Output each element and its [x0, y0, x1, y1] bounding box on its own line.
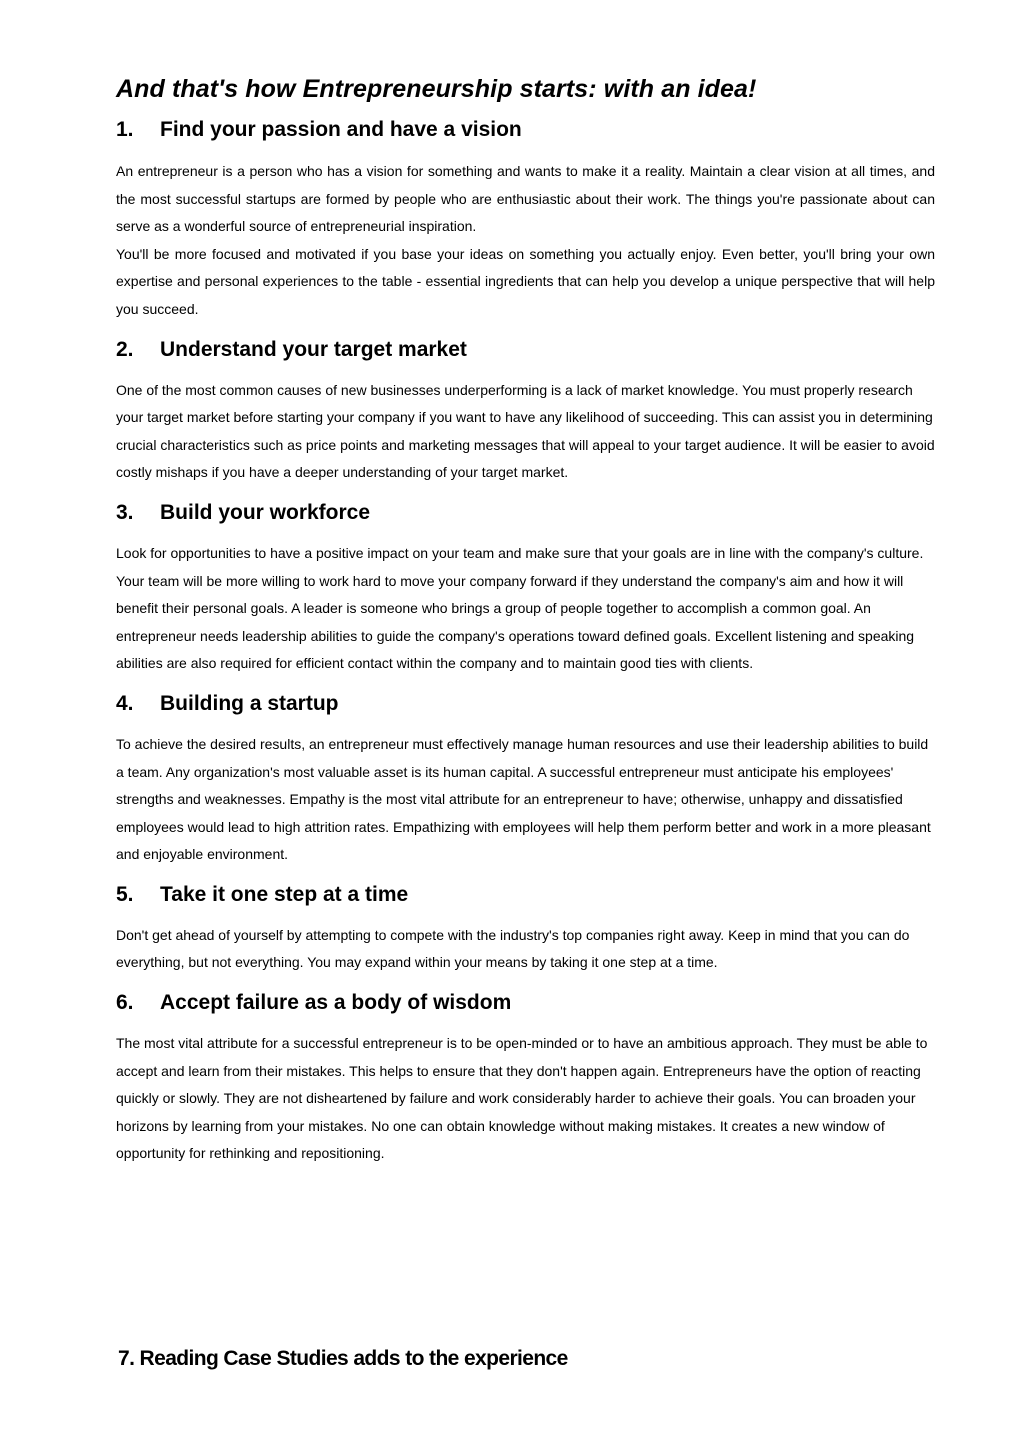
- section-title: Take it one step at a time: [160, 882, 409, 906]
- section-number: 6.: [116, 991, 134, 1015]
- section-number: 3.: [116, 500, 134, 524]
- section-7-heading: 7. Reading Case Studies adds to the experience: [118, 1347, 568, 1370]
- section-title: Build your workforce: [160, 500, 371, 524]
- section-paragraph: You'll be more focused and motivated if you base your ideas on something you actually enjoy. Even better, you'll bring your own expertise and personal experiences to the table - essential ingredients that can help you develop a unique perspective that will help you succeed.: [116, 245, 935, 317]
- section-heading: [116, 989, 935, 1017]
- section-title: Building a startup: [160, 691, 339, 715]
- section-heading: [116, 881, 935, 909]
- section-4: [116, 690, 935, 869]
- section-paragraph: To achieve the desired results, an entrepreneur must effectively manage human resources and use their leadership abilities to build a team. Any organization's most valuable asset is its human capital. A successful entrepreneur must anticipate his employees' strengths and weaknesses. Empathy is the most vital attribute for an entrepreneur to have; otherwise, unhappy and dissatisfied employees would lead to high attrition rates. Empathizing with employees will help them perform better and work in a more pleasant and enjoyable environment.: [116, 735, 931, 863]
- section-2: [116, 336, 935, 487]
- section-title: Accept failure as a body of wisdom: [160, 991, 512, 1015]
- section-heading: [116, 336, 935, 364]
- page-title: And that's how Entrepreneurship starts: with an idea!: [116, 75, 757, 103]
- section-1: [116, 116, 935, 324]
- section-paragraph: An entrepreneur is a person who has a vision for something and wants to make it a reality. Maintain a clear vision at all times, and the most successful startups are formed by people who are enthusiastic about their work. The things you're passionate about can serve as a wonderful source of entrepreneurial inspiration.: [116, 163, 935, 235]
- section-heading: [116, 499, 935, 527]
- section-heading: [116, 116, 935, 144]
- section-title: Find your passion and have a vision: [160, 118, 522, 141]
- section-number: 4.: [116, 691, 134, 715]
- section-paragraph: Don't get ahead of yourself by attempting to compete with the industry's top companies right away. Keep in mind that you can do everything, but not everything. You may expand within your means by taking it one step at a time.: [116, 926, 910, 971]
- section-6: [116, 989, 935, 1168]
- section-title: Understand your target market: [160, 337, 467, 361]
- section-3: [116, 499, 935, 678]
- section-paragraph: The most vital attribute for a successful entrepreneur is to be open-minded or to have an ambitious approach. They must be able to accept and learn from their mistakes. This helps to ensure that they don't happen again. Entrepreneurs have the option of reacting quickly or slowly. They are not disheartened by failure and work considerably harder to achieve their goals. You can broaden your horizons by learning from your mistakes. No one can obtain knowledge without making mistakes. It creates a new window of opportunity for rethinking and repositioning.: [116, 1035, 928, 1162]
- section-heading: [116, 690, 935, 718]
- section-paragraph: Look for opportunities to have a positive impact on your team and make sure that your goals are in line with the company's culture. Your team will be more willing to work hard to move your company forward if they understand the company's aim and how it will benefit their personal goals. A leader is someone who brings a group of people together to accomplish a common goal. An entrepreneur needs leadership abilities to guide the company's operations toward defined goals. Excellent listening and speaking abilities are also required for efficient contact within the company and to maintain good ties with clients.: [116, 544, 924, 672]
- section-number: 5.: [116, 882, 134, 906]
- section-paragraph: One of the most common causes of new businesses underperforming is a lack of market knowledge. You must properly research your target market before starting your company if you want to have any likelihood of succeeding. This can assist you in determining crucial characteristics such as price points and marketing messages that will appeal to your target audience. It will be easier to avoid costly mishaps if you have a deeper understanding of your target market.: [116, 381, 935, 481]
- section-number: 1.: [116, 118, 134, 141]
- section-number: 2.: [116, 337, 134, 361]
- section-5: [116, 881, 935, 977]
- document-content: [116, 72, 935, 1168]
